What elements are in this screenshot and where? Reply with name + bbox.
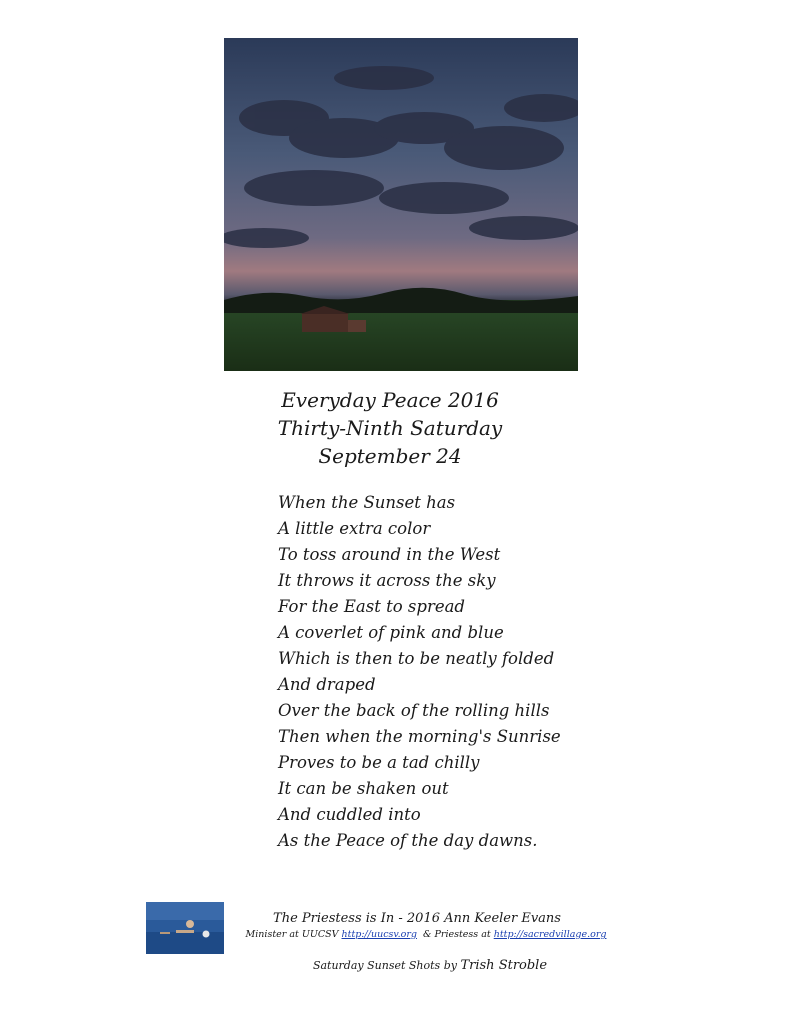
sunset-photo bbox=[224, 38, 578, 371]
sacred-village-link[interactable]: http://sacredvillage.org bbox=[493, 929, 607, 940]
poem-line: It throws it across the sky bbox=[278, 571, 496, 590]
poem-line: And cuddled into bbox=[278, 805, 421, 824]
poem-line: Proves to be a tad chilly bbox=[278, 753, 480, 772]
poem-line: For the East to spread bbox=[278, 597, 465, 616]
uucsv-link[interactable]: http://uucsv.org bbox=[341, 929, 417, 940]
photographer-name: Trish Stroble bbox=[460, 958, 548, 973]
credit-links bbox=[226, 928, 626, 942]
poem-line: Over the back of the rolling hills bbox=[278, 701, 550, 720]
page-subtitle: Thirty-Ninth Saturday bbox=[277, 416, 503, 440]
poem bbox=[278, 490, 638, 854]
poem-line: It can be shaken out bbox=[278, 779, 449, 798]
poem-line: To toss around in the West bbox=[278, 545, 501, 564]
page-date: September 24 bbox=[318, 444, 462, 468]
poem-line: A little extra color bbox=[278, 519, 431, 538]
poem-line: As the Peace of the day dawns. bbox=[278, 831, 538, 850]
poem-line: A coverlet of pink and blue bbox=[278, 623, 504, 642]
shots-prefix: Saturday Sunset Shots by bbox=[312, 959, 461, 972]
title-block bbox=[180, 386, 600, 470]
priestess-prefix: & Priestess at bbox=[417, 929, 494, 940]
page-title: Everyday Peace 2016 bbox=[281, 388, 499, 412]
minister-prefix: Minister at UUCSV bbox=[245, 929, 342, 940]
poem-line: When the Sunset has bbox=[278, 493, 456, 512]
poem-line: Which is then to be neatly folded bbox=[278, 649, 555, 668]
swimmers-illustration bbox=[146, 902, 224, 954]
photo-credit bbox=[260, 958, 600, 974]
swimmers-thumbnail bbox=[146, 902, 224, 954]
sunset-illustration bbox=[224, 38, 578, 371]
poem-line: Then when the morning's Sunrise bbox=[278, 727, 561, 746]
poem-line: And draped bbox=[278, 675, 376, 694]
credit-main: The Priestess is In - 2016 Ann Keeler Evans bbox=[273, 911, 561, 926]
